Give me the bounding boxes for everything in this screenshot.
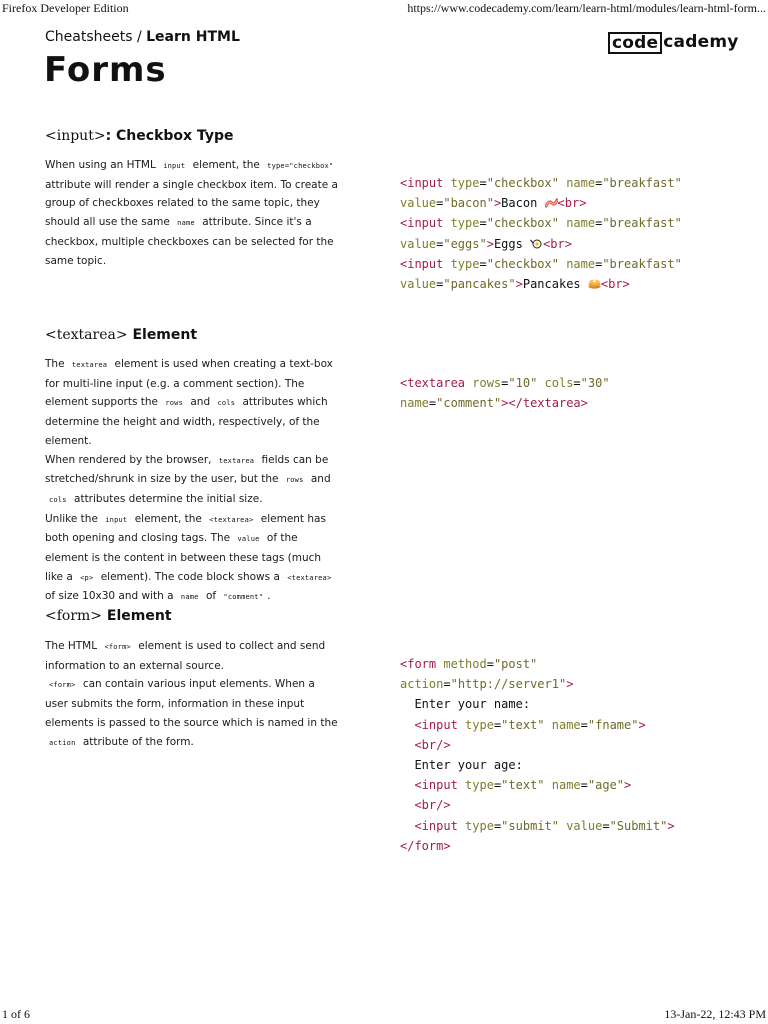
- code-token: "breakfast": [602, 216, 682, 231]
- egg-emoji-icon: [530, 239, 543, 249]
- code-token: =: [595, 256, 603, 271]
- text-run: fields can be stretched/shrunk in size by the user, but the: [45, 453, 329, 486]
- print-footer-date: 13-Jan-22, 12:43 PM: [664, 1007, 766, 1021]
- text-run: attributes determine the initial size.: [74, 492, 263, 505]
- code-token: type: [443, 216, 480, 231]
- text-run: When using an HTML: [45, 159, 156, 171]
- breadcrumb-current-link[interactable]: Learn HTML: [146, 29, 240, 45]
- inline-code: action: [49, 738, 76, 747]
- code-token: =: [493, 818, 502, 833]
- code-token: <input: [414, 818, 458, 833]
- code-token: [400, 798, 414, 812]
- text-run: and: [190, 396, 211, 409]
- code-token: name: [544, 778, 581, 793]
- inline-code: input: [105, 515, 128, 524]
- code-token: name: [558, 256, 596, 271]
- code-token: "10": [508, 376, 538, 390]
- heading-text: Element: [102, 608, 172, 624]
- logo-rest-text: cademy: [663, 32, 739, 52]
- code-token: =: [580, 717, 588, 732]
- code-token: type: [457, 778, 494, 793]
- text-run: element has both opening and closing tags. The: [45, 512, 326, 545]
- print-footer: [0, 1006, 768, 1024]
- code-token: <br/>: [414, 737, 451, 752]
- code-token: =: [443, 677, 451, 692]
- text-run: element is used to collect and send information to an external source.: [45, 640, 326, 672]
- code-token: "comment": [436, 396, 502, 411]
- code-token: =: [436, 277, 444, 292]
- text-run: of the element is the content in between these tags (much like a: [45, 532, 322, 583]
- code-token: =: [580, 778, 588, 793]
- inline-code: textarea: [71, 361, 108, 369]
- code-token: =: [602, 818, 610, 833]
- code-token: "text": [501, 717, 545, 732]
- code-token: name: [558, 176, 596, 190]
- code-token: <input: [414, 717, 458, 732]
- code-token: value: [558, 818, 603, 833]
- code-token: [400, 819, 414, 833]
- code-token: Enter your name:: [400, 697, 531, 712]
- paragraph: [45, 355, 340, 451]
- code-token: value: [400, 277, 437, 292]
- inline-code: cols: [49, 495, 67, 504]
- code-token: "Submit": [609, 818, 668, 833]
- code-token: <br/>: [414, 798, 451, 813]
- paragraph: [45, 156, 340, 270]
- code-token: >: [638, 717, 646, 732]
- inline-code: value: [237, 535, 260, 544]
- code-token: "checkbox": [486, 256, 559, 271]
- code-token: type: [443, 256, 480, 271]
- code-token: >: [515, 277, 523, 292]
- code-token: type: [457, 717, 494, 732]
- code-token: >: [624, 778, 632, 793]
- code-token: Eggs: [493, 236, 531, 251]
- code-token: Enter your age:: [400, 758, 523, 773]
- code-token: cols: [537, 376, 574, 390]
- code-token: =: [436, 236, 444, 251]
- code-token: "eggs": [443, 236, 487, 251]
- code-token: =: [479, 256, 487, 271]
- breadcrumb: [45, 29, 240, 45]
- heading-text: Element: [127, 327, 198, 343]
- text-run: Unlike the: [45, 512, 98, 525]
- code-token: "submit": [501, 818, 559, 833]
- section-heading-checkbox: [45, 128, 233, 144]
- text-run: element, the: [192, 159, 260, 171]
- code-token: [400, 738, 414, 752]
- code-token: name: [544, 717, 581, 732]
- section-heading-textarea: [45, 327, 197, 343]
- print-header: [0, 0, 768, 18]
- code-token: type: [457, 818, 494, 833]
- code-token: <textarea: [400, 376, 466, 390]
- heading-tag: <textarea>: [45, 327, 128, 343]
- section-heading-form: [45, 608, 172, 624]
- breadcrumb-cheatsheets-link[interactable]: Cheatsheets: [45, 29, 133, 45]
- code-token: name: [400, 396, 429, 411]
- code-token: <br>: [543, 236, 572, 251]
- code-token: =: [493, 717, 502, 732]
- code-block-form: [400, 654, 675, 856]
- code-token: rows: [465, 376, 502, 390]
- code-token: >: [667, 818, 675, 833]
- code-token: >: [493, 196, 502, 211]
- paragraph: [45, 675, 340, 752]
- code-token: value: [400, 196, 437, 211]
- text-run: attribute will render a single checkbox item. To create a group of checkboxes related to the same topic, they should all use the same: [45, 178, 338, 229]
- code-token: =: [479, 216, 487, 231]
- text-run: element is used when creating a text-box for multi-line input (e.g. a comment section). The element supports the: [45, 358, 333, 409]
- inline-code: <p>: [80, 573, 94, 582]
- code-token: =: [573, 376, 581, 390]
- text-run: attribute. Since it's a checkbox, multiple checkboxes can be selected for the same topic.: [45, 216, 334, 267]
- code-token: <input: [400, 216, 444, 231]
- code-token: value: [400, 236, 437, 251]
- code-token: =: [493, 778, 502, 793]
- code-token: "breakfast": [602, 176, 682, 190]
- section-body-form: [45, 637, 340, 752]
- code-token: =: [501, 376, 509, 390]
- text-run: and: [310, 473, 331, 486]
- code-token: Pancakes: [522, 277, 588, 292]
- text-run: The HTML: [45, 640, 98, 652]
- section-body-textarea: [45, 355, 340, 607]
- code-token: "pancakes": [443, 277, 516, 292]
- text-run: element). The code block shows a: [100, 570, 280, 583]
- code-token: type: [443, 176, 480, 190]
- code-token: "bacon": [443, 196, 494, 211]
- code-token: [400, 778, 414, 792]
- code-token: "checkbox": [486, 216, 559, 231]
- heading-tag: <form>: [45, 608, 103, 624]
- code-token: >: [566, 677, 574, 692]
- inline-code: name: [177, 219, 195, 228]
- text-run: When rendered by the browser,: [45, 453, 212, 466]
- code-token: "checkbox": [486, 176, 559, 190]
- code-token: "fname": [587, 717, 639, 732]
- bacon-emoji-icon: [545, 198, 558, 208]
- code-token: <br>: [600, 277, 630, 292]
- code-block-textarea: [400, 373, 610, 413]
- inline-code: <form>: [104, 643, 131, 651]
- codecademy-logo[interactable]: [608, 32, 739, 54]
- text-run: .: [267, 590, 271, 603]
- text-run: element, the: [134, 512, 202, 525]
- code-token: =: [479, 176, 487, 190]
- code-token: =: [595, 216, 603, 231]
- text-run: attributes which determine the height and width, respectively, of the element.: [45, 396, 328, 447]
- inline-code: cols: [217, 399, 236, 408]
- paragraph: [45, 637, 340, 675]
- inline-code: <form>: [49, 681, 76, 690]
- code-token: method: [436, 657, 487, 671]
- code-token: <form: [400, 657, 437, 671]
- inline-code: rows: [165, 399, 184, 408]
- text-run: can contain various input elements. When a user submits the form, information in these input elements is passed to the source which is named in the: [45, 678, 338, 729]
- heading-text: : Checkbox Type: [105, 128, 234, 144]
- code-token: "text": [501, 778, 545, 793]
- paragraph: [45, 510, 340, 608]
- inline-code: <textarea>: [287, 573, 332, 582]
- page-title: Forms: [44, 50, 167, 90]
- inline-code: textarea: [218, 456, 255, 465]
- inline-code: rows: [285, 476, 304, 485]
- breadcrumb-separator: /: [132, 29, 147, 45]
- code-token: name: [558, 216, 596, 231]
- code-token: "http://server1": [450, 677, 567, 692]
- code-token: Bacon: [501, 196, 545, 211]
- code-token: <br>: [557, 196, 587, 211]
- code-token: "breakfast": [602, 256, 682, 271]
- code-token: ></textarea>: [501, 396, 588, 411]
- code-token: [400, 718, 414, 732]
- print-header-url: https://www.codecademy.com/learn/learn-html/modules/learn-html-form...: [407, 1, 766, 15]
- code-token: <input: [414, 778, 458, 793]
- text-run: The: [45, 358, 65, 370]
- logo-box-text: code: [608, 32, 662, 54]
- code-token: </form>: [400, 838, 451, 853]
- text-run: attribute of the form.: [82, 735, 194, 748]
- code-token: "post": [493, 657, 538, 671]
- print-footer-page: 1 of 6: [2, 1007, 30, 1021]
- pancakes-emoji-icon: [588, 279, 601, 289]
- code-token: =: [428, 396, 437, 411]
- inline-code: input: [163, 162, 186, 170]
- inline-code: type="checkbox": [267, 162, 334, 170]
- inline-code: <textarea>: [209, 515, 254, 524]
- code-token: =: [436, 196, 444, 211]
- code-token: <input: [400, 176, 444, 190]
- heading-tag: <input>: [45, 128, 106, 144]
- text-run: of: [205, 590, 217, 603]
- code-block-checkbox: [400, 173, 682, 294]
- code-token: action: [400, 677, 444, 692]
- section-body-checkbox: [45, 156, 340, 270]
- code-token: "age": [587, 778, 625, 793]
- code-token: =: [486, 657, 494, 671]
- code-token: >: [486, 236, 494, 251]
- code-token: =: [595, 176, 603, 190]
- print-header-app: Firefox Developer Edition: [2, 1, 129, 15]
- text-run: of size 10x30 and with a: [45, 590, 174, 603]
- inline-code: "comment": [223, 593, 264, 602]
- inline-code: name: [180, 593, 199, 602]
- code-token: "30": [580, 376, 610, 390]
- paragraph: [45, 451, 340, 510]
- code-token: <input: [400, 256, 444, 271]
